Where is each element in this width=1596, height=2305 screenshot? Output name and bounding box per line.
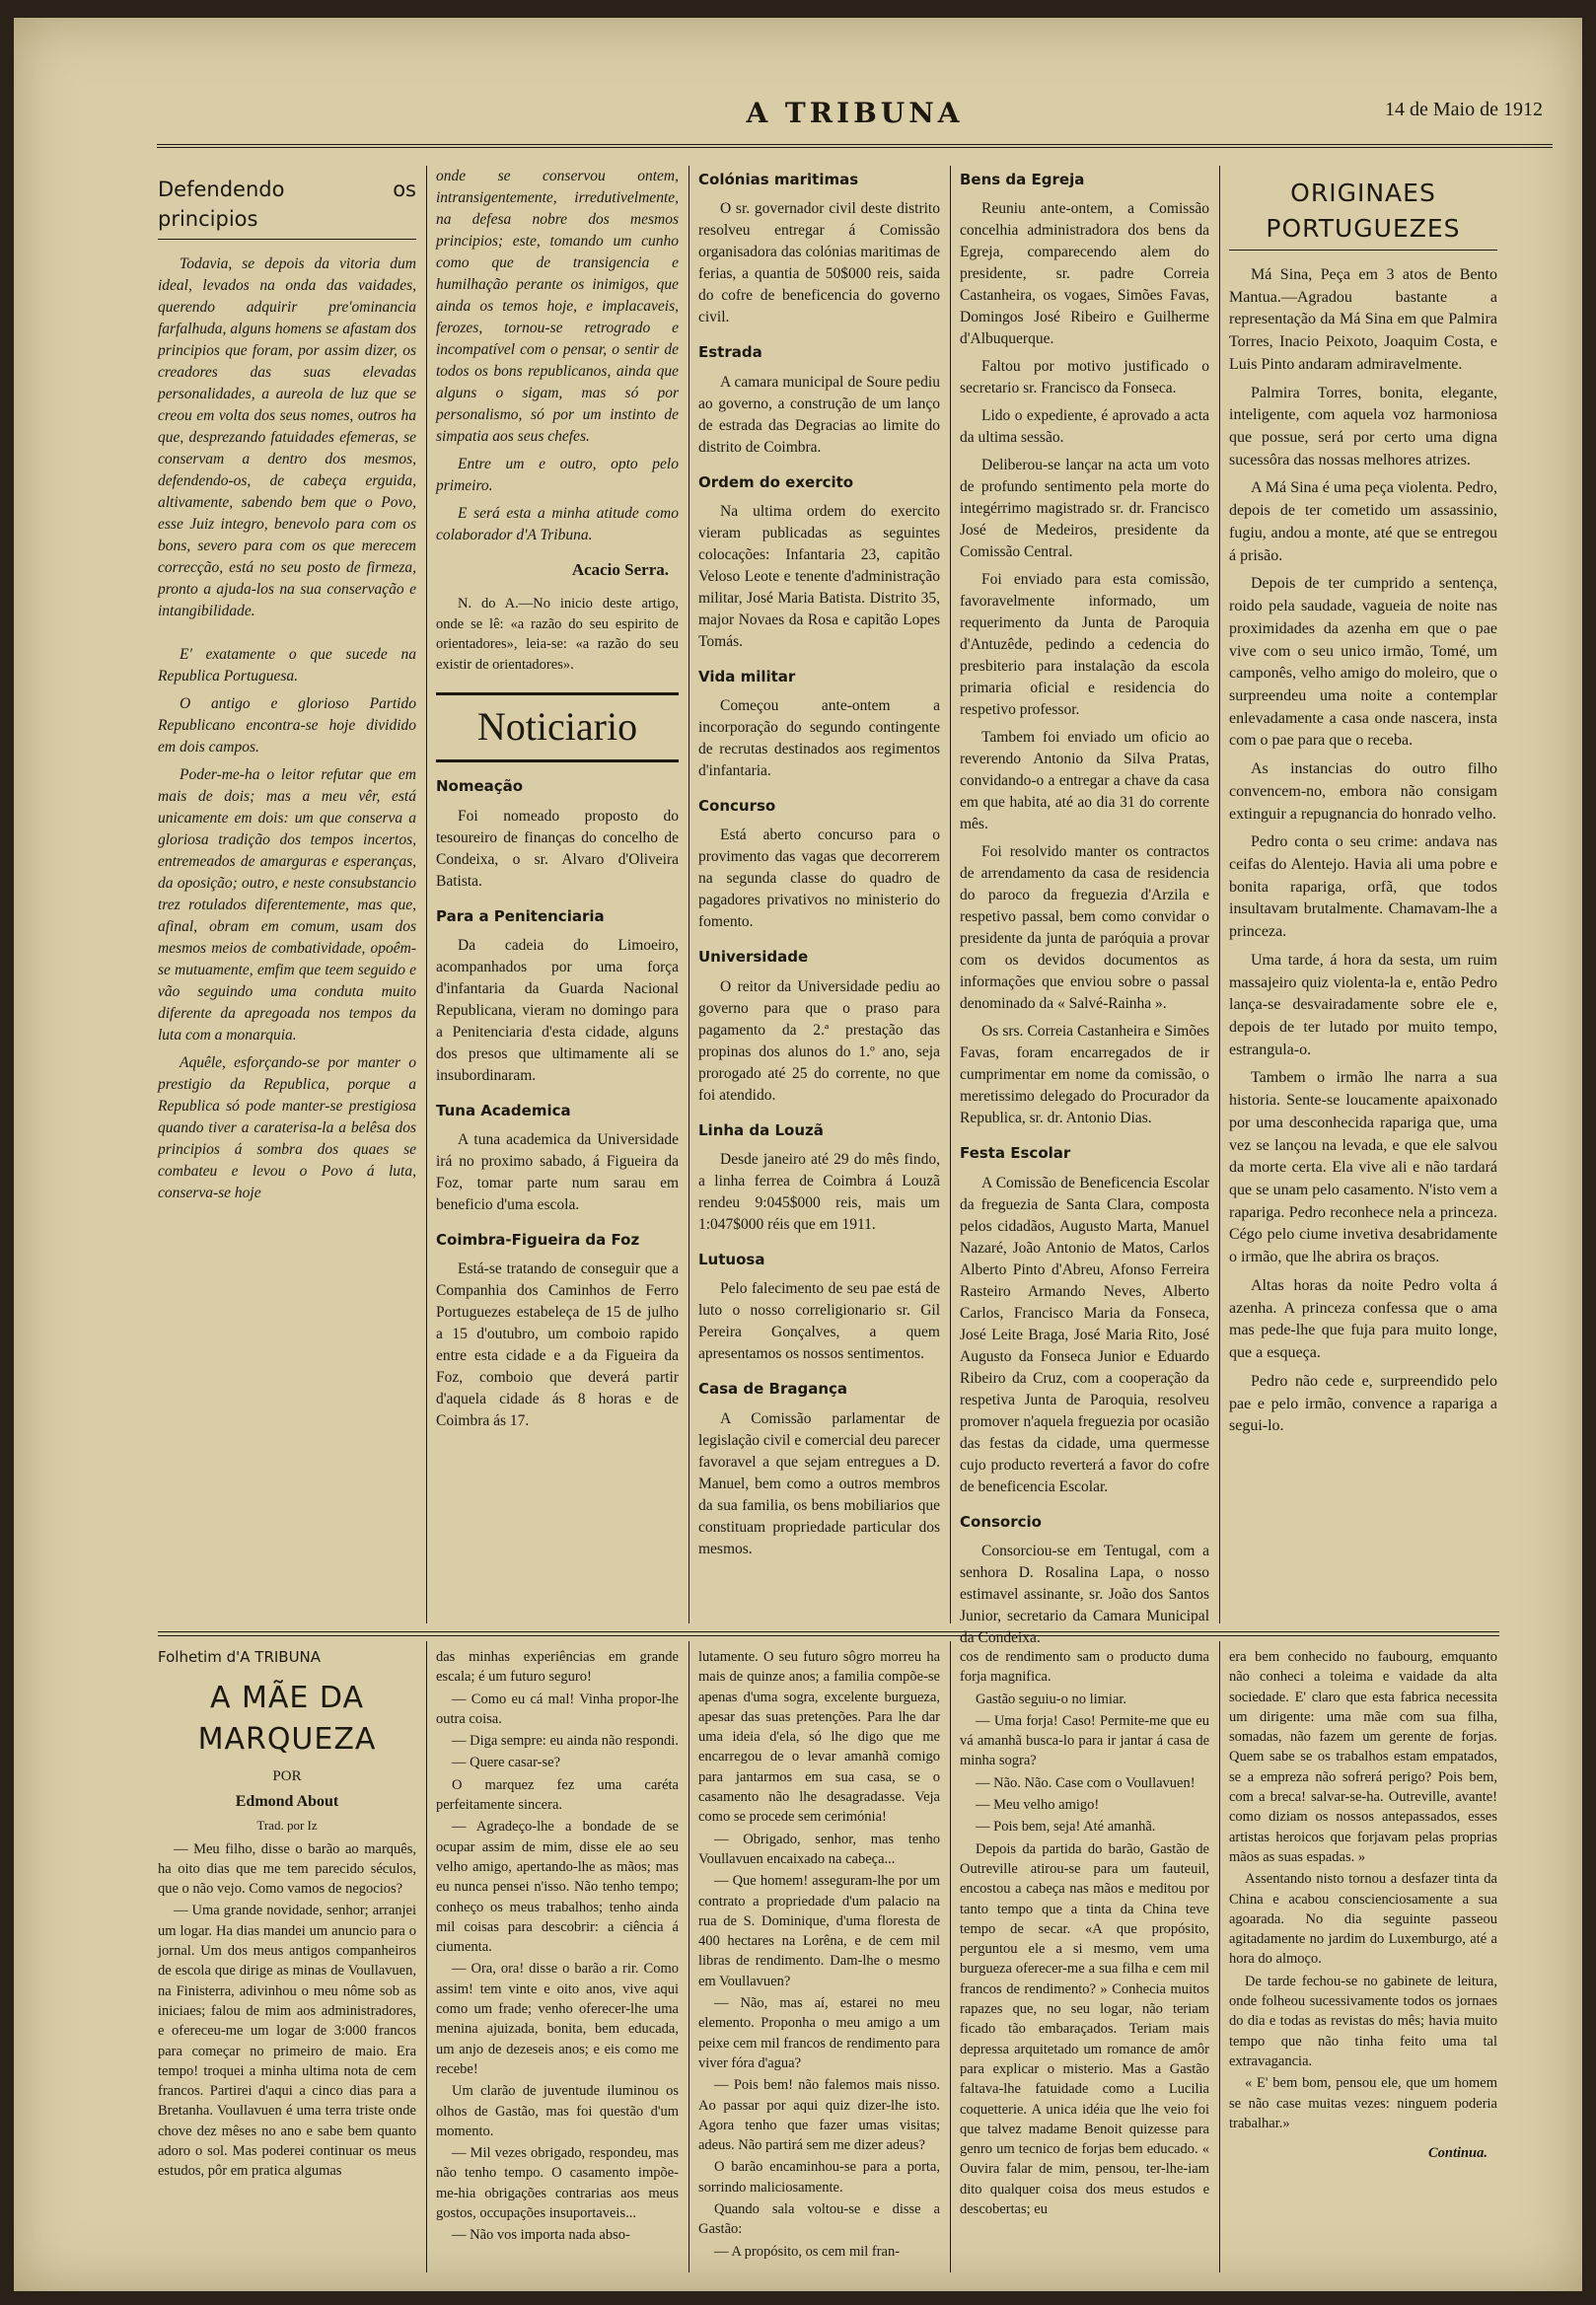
noticiario-header: Noticiario [436,692,679,762]
folhetim-paragraph: — Obrigado, senhor, mas tenho Voullavuen encaixado na cabeça... [698,1831,940,1867]
folhetim-paragraph: — Quere casar-se? [452,1755,561,1771]
folhetim-col-1 [158,1647,416,2278]
folhetim-paragraph: Gastão seguiu-o no limiar. [976,1691,1127,1707]
news-text: Os srs. Correia Castanheira e Simões Favas, foram encarregados de ir cumprimentar em nome da comissão, o meretissimo delegado do Procurador da Republica, sr. dr. Antonio Dias. [960,1023,1209,1127]
theatre-paragraph: Depois de ter cumprido a sentença, roido pela saudade, vagueia de noite nas proximidades da azenha em que o pae vive com o seu unico irmão, Tomé, um camponês, velho amigo do moleiro, que o surpreendeu uma noite a contemplar enlevadamente a casa onde nascera, insta com o pae para que o receba. [1229,575,1497,750]
news-heading: Lutuosa [698,1251,765,1269]
editorial-paragraph: E será esta a minha atitude como colaborador d'A Tribuna. [436,505,679,543]
folhetim-paragraph: Assentando nisto tornou a desfazer tinta da China e acabou conscienciosamente a sua agoarada. No dia seguinte passeou agitadamente no jardim do Luxemburgo, até a hora do almoço. [1229,1871,1497,1968]
editorial-title: Defendendo os principios [158,176,416,240]
news-heading: Colónias maritimas [698,171,859,188]
news-text: Reuniu ante-ontem, a Comissão concelhia administradora dos bens da Egreja, comparecendo alem do presidente, sr. padre Correia Castanheira, os vogaes, Simões Favas, Domingos José Ribeiro e Guilherme d'Albuquerque. [960,200,1209,348]
folhetim-paragraph: — Pois bem! não falemos mais nisso. Ao passar por aqui quiz dizer-lhe isto. Agora tenho que fazer umas visitas; adeus. Não partirá sem me dizer adeus? [698,2077,940,2154]
folhetim-paragraph: — Pois bem, seja! Até amanhã. [976,1819,1156,1836]
folhetim-paragraph: De tarde fechou-se no gabinete de leitura, onde folheou sucessivamente todos os jornaes do dia e todas as revistas do mês; havia muito tempo que não tinha feito uma tal extravagancia. [1229,1973,1497,2069]
folhetim-rule [158,1631,1499,1636]
folhetim-label: Folhetim d'A TRIBUNA [158,1648,322,1666]
news-text: Lido o expediente, é aprovado a acta da ultima sessão. [960,407,1209,447]
news-heading: Para a Penitenciaria [436,906,605,925]
editorial-paragraph: Poder-me-ha o leitor refutar que em mais de dois; mas a meu vêr, está unicamente em dois: um que conserva a gloriosa tradição dos tempos incertos, entremeados de amarguras e esperanças, da oposição; outro, e neste consubstancio trez rotulados diferentemente, mas que, afinal, obram em comum, usam dos mesmos meios de combatividade, opoêm-se mutuamente, emfim que teem seguido e vão seguindo uma conduta muito diferente da apregoada nos tempos da luta com a monarquia. [158,765,416,1044]
editorial-paragraph: onde se conservou ontem, intransigentemente, irredutivelmente, na defesa nobre dos mesmos principios; este, tomando um cunho como que de transigencia e humilhação perante os inimigos, que ainda os temos hoje, e implacaveis, ferozes, tornou-se retrogrado e incompatível com o pensar, o sentir de todos os bons republicanos, ainda que alguns o sigam, mas só por personalismo, só por um instinto de simpatia aos seus chefes. [436,168,679,445]
news-text: A tuna academica da Universidade irá no proximo sabado, á Figueira da Foz, tomar parte num sarau em beneficio d'uma escola. [436,1131,679,1214]
news-heading: Vida militar [698,667,796,685]
folhetim-paragraph: Um clarão de juventude iluminou os olhos de Gastão, mas foi questão d'um momento. [436,2083,679,2139]
masthead [157,87,1553,148]
folhetim-paragraph: — Mil vezes obrigado, respondeu, mas não tenho tempo. O casamento impõe-me-hia obrigações contrarias aos meus gostos, occupações insuportaveis... [436,2145,679,2222]
news-heading: Bens da Egreja [960,171,1085,188]
column-rule [950,1641,951,2272]
news-text: O reitor da Universidade pediu ao governo para que o praso para pagamento da 2.ª prestação das propinas dos alunos do 1.º ano, seja prorogado até 25 do corrente, no que foi atendido. [698,977,940,1104]
editorial-paragraph: Aquêle, esforçando-se por manter o prestigio da Republica, porque a Republica só pode manter-se prestigiosa quando tiver a caraterisa-la a belêsa dos principios á sombra dos quaes se combateu e levou o Povo á luta, conserva-se hoje [158,1053,416,1201]
theatre-paragraph: Palmira Torres, bonita, elegante, inteligente, com aquela voz harmoniosa que possue, será por certo uma digna sucessôra das nossas melhores atrizes. [1229,384,1497,468]
news-text: A Comissão parlamentar de legislação civil e comercial deu parecer favoravel a que sejam entregues a D. Manuel, bem como a outros membros da sua familia, os bens mobiliarios que constituam propriedade particular dos mesmos. [698,1409,940,1557]
news-text: A camara municipal de Soure pediu ao governo, a construção de um lanço de estrada das Degracias ao limite do distrito de Coimbra. [698,373,940,456]
folhetim-paragraph: era bem conhecido no faubourg, emquanto não conheci a toleima e vaidade da alta sociedade. E' claro que esta fabrica necessita um dirigente: uma mãe com sua filha, somadas, não fazem um gerente de forjas. Quem sabe se os trabalhos estam empatados, se a empreza não sofrerá perigo? Pois bem, com a breca! salvar-se-ha. Outreville, avante! como diziam os nossos antepassados, esses artistas heroicos que forjavam pelas proprias mãos as suas espadas. » [1229,1649,1497,1865]
folhetim-paragraph: « E' bem bom, pensou ele, que um homem se não case muitas vezes: ninguem poderia trabalhar.» [1229,2075,1497,2131]
theatre-paragraph: Tambem o irmão lhe narra a sua historia. Sente-se loucamente apaixonado por uma desconhecida rapariga que, uma vez se lançou na levada, e que ele salvou da morte certa. Ela vive ali e não tardará que se unam pelo casamento. N'isto vem a rapariga. Pedro reconhece nela a princeza. Cégo pelo ciume invetiva desabridamente o irmão, que lhe abrira os braços. [1229,1069,1497,1266]
folhetim-title: A MÃE DA MARQUEZA [197,1681,377,1757]
author-note: N. do A.—No inicio deste artigo, onde se lê: «a razão do seu espirito de orientadores», leia-se: «a razão do seu existir de orientadores». [436,596,679,673]
folhetim-continua: Continua. [1427,2145,1487,2162]
news-heading: Festa Escolar [960,1144,1071,1163]
news-heading: Nomeação [436,777,524,796]
folhetim-paragraph: — Uma grande novidade, senhor; arranjei um logar. Ha dias mandei um anuncio para o jornal. Um dos meus antigos companheiros de escola que dirige as minas de Voullavuen, na Finisterra, adivinhou o meu nôme sob as iniciaes; falou de mim aos administradores, e ofereceu-me um logar de 3:000 francos para começar no primeiro de maio. Era tempo! troquei a minha ultima nota de cem francos. Partirei d'aqui a cinco dias para a Bretanha. Voullavuen é uma terra triste onde chove dez mêses no ano e sabe bem quanto adoro o sol. Mas poderei continuar os meus estudos, pôr em pratica algumas [158,1903,416,2180]
folhetim-paragraph: das minhas experiências em grande escala; é um futuro seguro! [436,1649,679,1686]
folhetim-paragraph: — Meu velho amigo! [976,1797,1100,1814]
news-text: Está aberto concurso para o provimento das vagas que decorrerem na segunda classe do quadro de pagadores privativos no ministerio do fomento. [698,827,940,931]
news-text: Foi nomeado proposto do tesoureiro de finanças do concelho de Condeixa, o sr. Alvaro d'Oliveira Batista. [436,807,679,890]
editorial-paragraph: Todavia, se depois da vitoria dum ideal, levados na onda das vaidades, querendo adquirir pre'ominancia farfalhuda, alguns homens se afastam dos principios que foram, por assim dizer, os creadores das suas elevadas personalidades, a aureola de luz que se creou em volta dos seus nomes, outros ha que, desprezando fatuidades efemeras, se conservam a dentro dos mesmos, defendendo-os, de cabeça erguida, altivamente, sabendo bem que o Povo, esse Juiz integro, benevolo para com os bons, severo para com os que merecem correcção, está no seu posto de firmeza, pronto a ajuda-los na sua conservação e intangibilidade. [158,254,416,619]
theatre-paragraph: Má Sina, Peça em 3 atos de Bento Mantua.—Agradou bastante a representação da Má Sina em que Palmira Torres, Inacio Peixoto, Joaquim Costa, e Luis Pinto andaram admiravelmente. [1229,266,1497,373]
column-editorial [158,166,416,1616]
news-text: Deliberou-se lançar na acta um voto de profundo sentimento pela morte do integérrimo magistrado sr. dr. Francisco José de Medeiros, presidente da Comissão Central. [960,457,1209,561]
folhetim-paragraph: — Que homem! asseguram-lhe por um contrato a propriedade d'um palacio na rua de S. Dominique, d'uma floresta de 400 hectares na Lorêna, e de cem mil libras de rendimento. Dam-lhe o mesmo em Voullavuen? [698,1873,940,1989]
issue-date: 14 de Maio de 1912 [1385,99,1543,120]
news-text: O sr. governador civil deste distrito resolveu entregar á Comissão organisadora das colónias maritimas de ferias, a quantia de 50$000 reis, saida do cofre de beneficencia do governo civil. [698,200,940,326]
folhetim-paragraph: Quando sala voltou-se e disse a Gastão: [698,2201,940,2238]
folhetim-translator: Trad. por Iz [256,1818,318,1834]
news-heading: Ordem do exercito [698,472,854,491]
folhetim-paragraph: — Agradeço-lhe a bondade de se ocupar assim de mim, disse ele ao seu velho amigo, apertando-lhe as mãos; mas eu nunca pensei n'isso. Não tenho tempo; conheço os meus trabalhos; tenho ainda mil coisas para descobrir: a ciência á ciumenta. [436,1819,679,1956]
news-text: Consorciou-se em Tentugal, com a senhora D. Rosalina Lapa, o nosso estimavel assinante, sr. João dos Santos Junior, secretario da Camara Municipal da Condeixa. [960,1542,1209,1646]
editorial-paragraph: E' exatamente o que sucede na Republica Portuguesa. [158,645,416,684]
news-heading: Universidade [698,948,809,967]
editorial-paragraph: Entre um e outro, opto pelo primeiro. [436,456,679,494]
folhetim-col-3 [698,1647,940,2278]
folhetim-col-2 [436,1647,679,2278]
news-text: Começou ante-ontem a incorporação do segundo contingente de recrutas destinados aos regimentos d'infantaria. [698,697,940,780]
column-rule [426,1641,427,2272]
news-text: Desde janeiro até 29 do mês findo, a linha ferrea de Coimbra á Louzã rendeu 9:045$000 reis, mais um 1:047$000 réis que em 1911. [698,1151,940,1234]
newspaper-page [14,18,1582,2291]
news-heading: Estrada [698,343,762,362]
news-heading: Tuna Academica [436,1101,571,1119]
column-theatre [1229,166,1497,1616]
news-heading: Casa de Bragança [698,1380,848,1399]
folhetim-paragraph: lutamente. O seu futuro sôgro morreu ha mais de quinze anos; a familia compõe-se apenas d'uma sogra, excelente burgueza, apesar das suas pretenções. Para lhe dar uma ideia d'ela, só lhe digo que me encarregou de o levar amanhã comigo para jantarmos em sua casa, se o casamento não lhe desagradasse. Veja como se procede sem cerimónia! [698,1649,940,1826]
folhetim-paragraph: — Não vos importa nada abso- [452,2227,630,2244]
news-heading: Concurso [698,797,776,816]
news-heading: Coimbra-Figueira da Foz [436,1231,640,1250]
theatre-paragraph: Uma tarde, á hora da sesta, um ruim massajeiro quiz violenta-la e, então Pedro lança-se desvairadamente sobre ele e, depois de ter lutado por muito tempo, estrangula-o. [1229,951,1497,1058]
column-three [698,166,940,1616]
news-heading: Consorcio [960,1512,1042,1531]
newspaper-title: A TRIBUNA [746,97,964,129]
column-rule [950,166,951,1623]
folhetim-paragraph: — Como eu cá mal! Vinha propor-lhe outra coisa. [436,1691,679,1727]
news-text: Está-se tratando de conseguir que a Companhia dos Caminhos de Ferro Portuguezes estabeleça de 15 de julho a 15 d'outubro, um comboio rapido entre esta cidade e a da Figueira da Foz, comboio que deverá partir d'aquela cidade ás 8 horas e de Coimbra ás 17. [436,1261,679,1430]
folhetim-paragraph: O barão encaminhou-se para a porta, sorrindo maliciosamente. [698,2159,940,2196]
folhetim-paragraph: O marquez fez uma caréta perfeitamente sincera. [436,1776,679,1814]
folhetim-paragraph: — Não, mas aí, estarei no meu elemento. Proponha o meu amigo a um peixe cem mil francos de rendimento para viver fóra d'agua? [698,1995,940,2071]
folhetim-col-5 [1229,1647,1497,2278]
folhetim-paragraph: Depois da partida do barão, Gastão de Outreville atirou-se para um fauteuil, encostou a cabeça nas mãos e meditou por tanto tempo que a tinta da China teve tempo de secar. «A que propósito, perguntou ele a si mesmo, vem uma burgueza oferecer-me a sua filha e cem mil francos de rendimento? » Conhecia muitos rapazes que, no seu logar, não teriam ficado tão embaraçados. Teriam mais depressa arquitetado um romance de amôr para explicar o misterio. Mas a Gastão faltava-lhe fatuidade como a Lucilia coquetterie. A unica idéia que lhe veio foi que talvez madame Benoit quizesse para genro um tecnico de forjas bem educado. « Ouvira falar de mim, pensou, ter-lhe-iam dito qualquer coisa dos meus estudos e descobertas; eu [960,1840,1209,2218]
folhetim-col-4 [960,1647,1209,2278]
theatre-title: ORIGINAES PORTUGUEZES [1229,176,1497,251]
news-text: Faltou por motivo justificado o secretario sr. Francisco da Fonseca. [960,358,1209,397]
news-text: Foi enviado para esta comissão, favoravelmente informado, um requerimento da Junta de Paroquia d'Antuzêde, pedindo a cedencia do presbiterio para instalação da escola primaria oficial e residencia do respetivo professor. [960,571,1209,719]
folhetim-por: POR [272,1768,302,1784]
theatre-paragraph: Pedro conta o seu crime: andava nas ceifas do Alentejo. Havia ali uma pobre e bonita rapariga, orfã, que todos insultavam brutalmente. Chamavam-lhe a princeza. [1229,833,1497,941]
folhetim-paragraph: — Ora, ora! disse o barão a rir. Como assim! tem vinte e oito anos, vive aqui como um frade; venho oferecer-lhe uma menina ajuizada, bonita, bem educada, um anjo de dezeseis anos; e eis como me recebe! [436,1961,679,2077]
column-two [436,166,679,1616]
theatre-paragraph: Pedro não cede e, surpreendido pelo pae e pelo irmão, convence a rapariga a segui-lo. [1229,1372,1497,1435]
editorial-paragraph: O antigo e glorioso Partido Republicano encontra-se hoje dividido em dois campos. [158,694,416,756]
news-text: Foi resolvido manter os contractos de arrendamento da casa de residencia do paroco da freguezia d'Arzila e respetivo passal, bem como convidar o presidente da junta de paróquia a provar com os devidos documentos as informações que enviou sobre o passal denominado da « Salvé-Rainha ». [960,843,1209,1013]
news-text: A Comissão de Beneficencia Escolar da freguezia de Santa Clara, composta pelos cidadãos, Augusto Marta, Manuel Nazaré, João Antonio de Matos, Carlos Alberto Pinto d'Abreu, Afonso Ferreira Rasteiro Armando Neves, Alberto Carlos, Francisco Maria da Fonseca, José Leite Braga, José Maria Rito, José Augusto da Fonseca Junior e Eduardo Ribeiro da Cruz, com a cooperação da respetiva Junta de Paroquia, resolveu promover n'aquela freguezia por ocasião das festas da cidade, uma quermesse cujo producto reverterá a favor do cofre de beneficencia Escolar. [960,1174,1209,1495]
theatre-paragraph: Altas horas da noite Pedro volta á azenha. A princeza confessa que o ama mas pede-lhe que fuja para muito longe, que a esqueça. [1229,1276,1497,1362]
folhetim-paragraph: — A propósito, os cem mil fran- [714,2243,901,2260]
column-rule [1219,166,1220,1623]
column-rule [426,166,427,1623]
folhetim-paragraph: — Não. Não. Case com o Voullavuen! [976,1774,1196,1791]
news-text: Na ultima ordem do exercito vieram publicadas as seguintes colocações: Infantaria 23, capitão Veloso Leote e tenente d'administração militar, José Maria Batista. Distrito 35, major Novaes da Rosa e capitão Lopes Tomás. [698,502,940,650]
folhetim-paragraph: cos de rendimento sam o producto duma forja magnifica. [960,1649,1209,1686]
theatre-paragraph: A Má Sina é uma peça violenta. Pedro, depois de ter cometido um assassinio, fugiu, andou a monte, até que se entregou á prisão. [1229,479,1497,564]
column-rule [1219,1641,1220,2272]
news-heading: Linha da Louzã [698,1120,824,1139]
news-text: Da cadeia do Limoeiro, acompanhados por uma força d'infantaria da Guarda Nacional Republicana, vieram no domingo para a Penitenciaria d'esta cidade, alguns dos presos que ultimamente ali se insubordinaram. [436,936,679,1084]
folhetim-paragraph: — Uma forja! Caso! Permite-me que eu vá amanhã busca-lo para ir jantar á casa de minha sogra? [960,1712,1209,1769]
folhetim-author: Edmond About [235,1793,339,1810]
column-four [960,166,1209,1646]
folhetim-paragraph: — Meu filho, disse o barão ao marquês, ha oito dias que me tem parecido séculos, que o não vejo. Como vamos de negocios? [158,1840,416,1898]
news-text: Pelo falecimento de seu pae está de luto o nosso correligionario sr. Gil Pereira Gonçalves, a quem apresentamos os nossos sentimentos. [698,1280,940,1363]
news-text: Tambem foi enviado um oficio ao reverendo Antonio da Silva Pratas, convidando-o a entregar a chave da casa em que habita, até ao dia 31 do corrente mês. [960,729,1209,833]
folhetim-paragraph: — Diga sempre: eu ainda não respondi. [452,1733,679,1750]
author-signature: Acacio Serra. [571,560,669,579]
theatre-paragraph: As instancias do outro filho convencem-no, embora não consigam extinguir a repugnancia do honrado velho. [1229,760,1497,823]
